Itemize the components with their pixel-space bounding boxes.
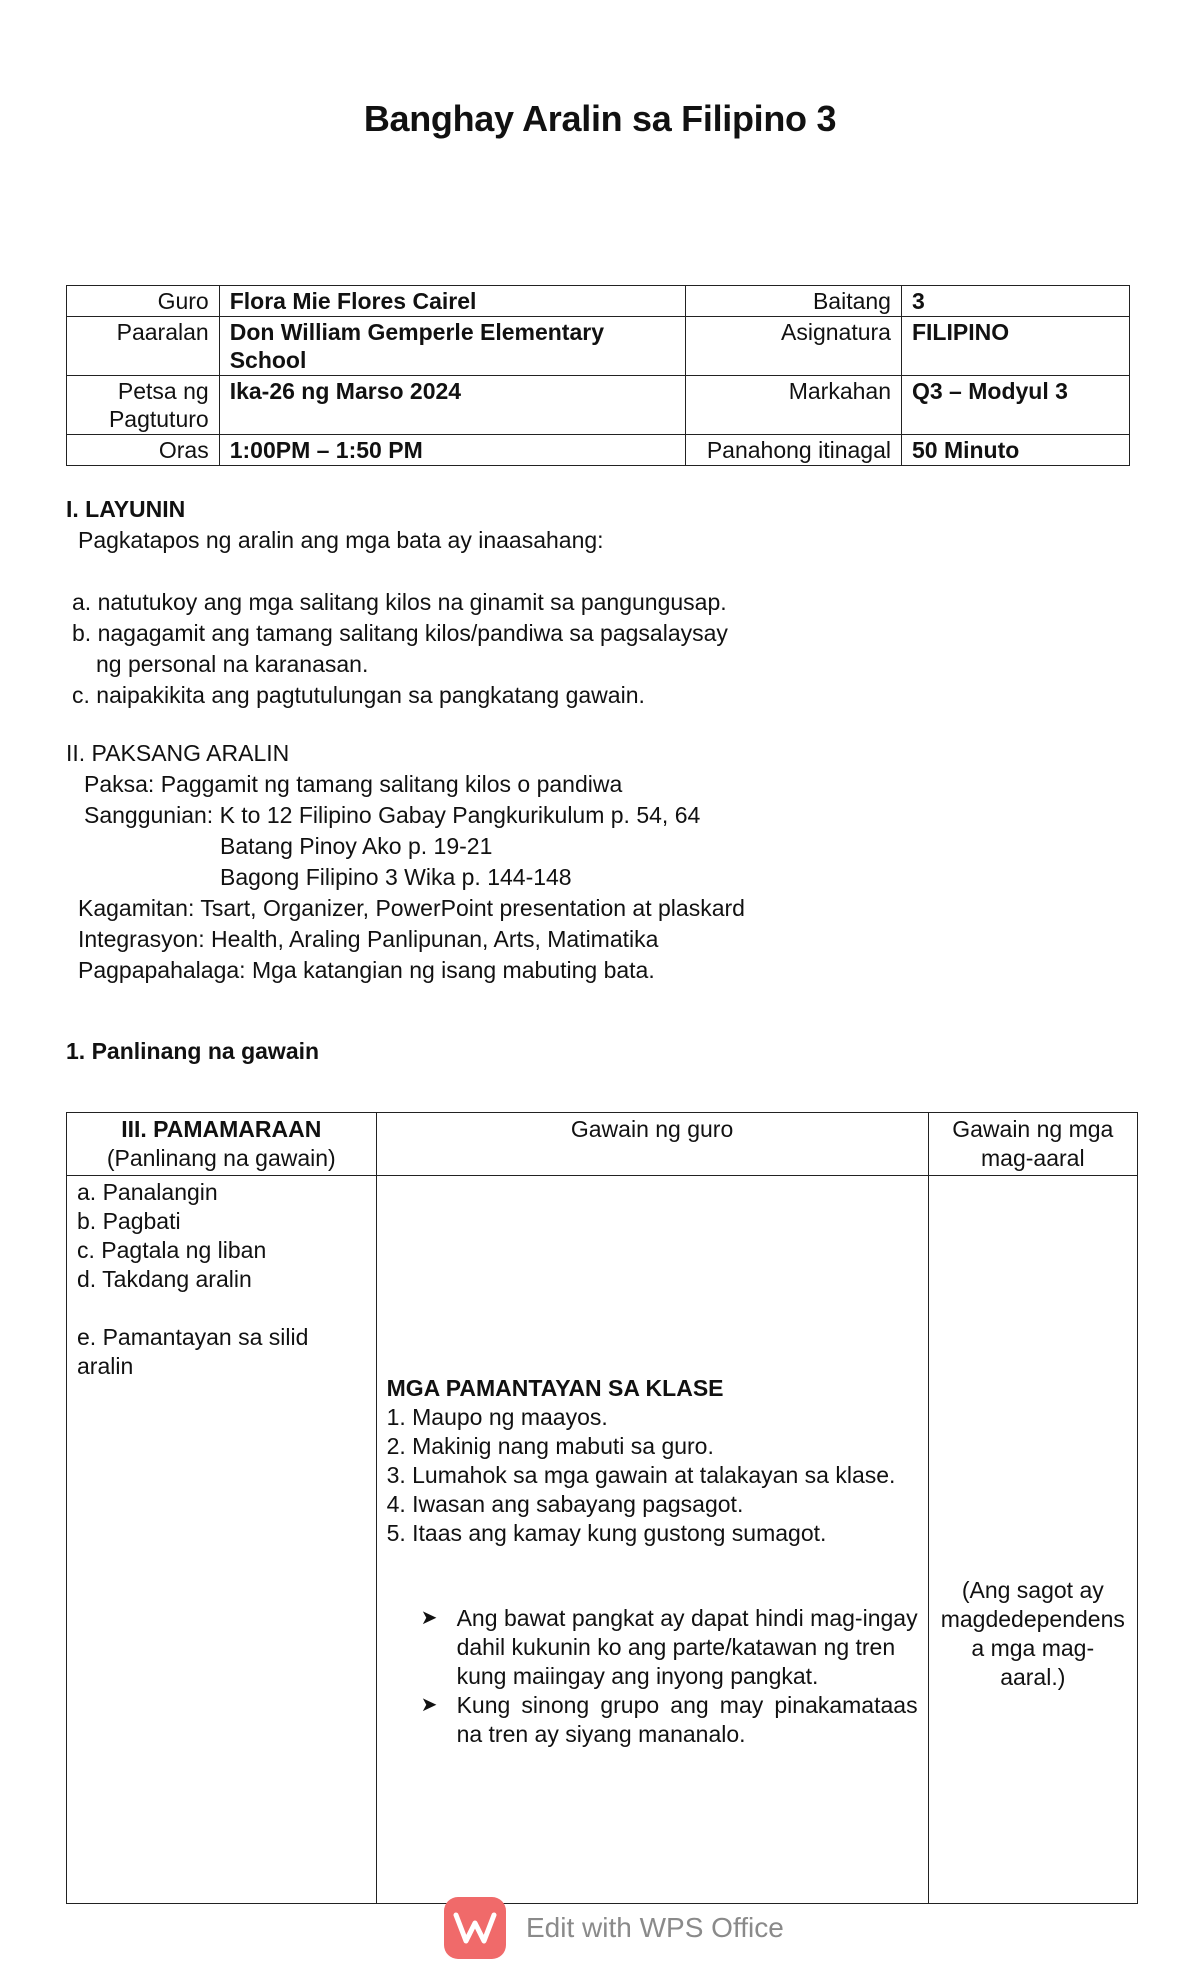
guro-value: Flora Mie Flores Cairel <box>219 286 685 317</box>
sanggunian-line-3: Bagong Filipino 3 Wika p. 144-148 <box>220 864 572 890</box>
answer-line: (Ang sagot ay <box>961 1577 1104 1603</box>
layunin-item-b-cont: ng personal na karanasan. <box>96 651 369 677</box>
method-header-row <box>67 1113 1138 1176</box>
step-item: c. Pagtala ng liban <box>77 1237 267 1263</box>
paksang-aralin-heading: II. PAKSANG ARALIN <box>66 740 290 766</box>
panahon-label: Panahong itinagal <box>685 435 901 466</box>
integrasyon-line: Integrasyon: Health, Araling Panlipunan, Arts, Matimatika <box>78 926 659 952</box>
pamamaraan-header <box>67 1113 377 1176</box>
gawain-mag-aaral-cell <box>928 1176 1137 1904</box>
petsa-value: Ika-26 ng Marso 2024 <box>219 376 685 435</box>
baitang-value: 3 <box>901 286 1129 317</box>
step-item: a. Panalangin <box>77 1179 218 1205</box>
rule-item: 3. Lumahok sa mga gawain at talakayan sa klase. <box>386 1462 896 1488</box>
info-row <box>67 435 1130 466</box>
wps-logo-icon <box>444 1897 506 1959</box>
arrow-bullet-icon: ➤ <box>420 1694 438 1716</box>
paksang-aralin-section <box>66 738 745 986</box>
answer-line: a mga mag- <box>971 1635 1095 1661</box>
rule-item: 4. Iwasan ang sabayang pagsagot. <box>386 1491 744 1517</box>
layunin-item-a: a. natutukoy ang mga salitang kilos na ginamit sa pangungusap. <box>72 589 727 615</box>
petsa-label <box>67 376 220 435</box>
rule-item: 5. Itaas ang kamay kung gustong sumagot. <box>386 1520 827 1546</box>
gawain-guro-header: Gawain ng guro <box>376 1113 928 1176</box>
layunin-item-c: c. naipakikita ang pagtutulungan sa pangkatang gawain. <box>72 682 645 708</box>
step-item: d. Takdang aralin <box>77 1266 252 1292</box>
rule-item: 2. Makinig nang mabuti sa guro. <box>386 1433 714 1459</box>
gawain-mag-aaral-header <box>928 1113 1137 1176</box>
bullet-item <box>421 1691 918 1749</box>
rules-title: MGA PAMANTAYAN SA KLASE <box>386 1375 724 1401</box>
watermark-text: Edit with WPS Office <box>526 1912 784 1943</box>
sanggunian-line: Sanggunian: K to 12 Filipino Gabay Pangkurikulum p. 54, 64 <box>84 802 701 828</box>
layunin-section <box>66 494 728 711</box>
pamamaraan-header-title: III. PAMAMARAAN <box>121 1116 322 1142</box>
wps-watermark[interactable] <box>444 1896 784 1960</box>
layunin-item-b: b. nagagamit ang tamang salitang kilos/pandiwa sa pagsalaysay <box>72 620 728 646</box>
info-row <box>67 317 1130 376</box>
answer-line: aaral.) <box>1000 1664 1066 1690</box>
pamamaraan-steps <box>67 1176 377 1904</box>
gawain-mag-aaral-header-1: Gawain ng mga <box>952 1116 1114 1142</box>
step-item: b. Pagbati <box>77 1208 181 1234</box>
markahan-value: Q3 – Modyul 3 <box>901 376 1129 435</box>
step-item-cont: aralin <box>77 1353 134 1379</box>
document-title: Banghay Aralin sa Filipino 3 <box>363 98 837 139</box>
info-table <box>66 285 1130 466</box>
method-table <box>66 1112 1138 1904</box>
asignatura-value: FILIPINO <box>901 317 1129 376</box>
bullet-text: Kung sinong grupo ang may pinakamataas na tren ay siyang mananalo. <box>456 1692 918 1747</box>
panahon-value: 50 Minuto <box>901 435 1129 466</box>
oras-value: 1:00PM – 1:50 PM <box>219 435 685 466</box>
oras-label: Oras <box>67 435 220 466</box>
gawain-mag-aaral-header-2: mag-aaral <box>981 1145 1085 1171</box>
pamamaraan-header-sub: (Panlinang na gawain) <box>106 1145 336 1171</box>
layunin-heading: I. LAYUNIN <box>66 496 186 522</box>
bullet-text-cont: kung maiingay ang inyong pangkat. <box>456 1663 819 1689</box>
sanggunian-line-2: Batang Pinoy Ako p. 19-21 <box>220 833 493 859</box>
guro-label: Guro <box>67 286 220 317</box>
info-row <box>67 286 1130 317</box>
step-item: e. Pamantayan sa silid <box>77 1324 309 1350</box>
paaralan-value: Don William Gemperle Elementary School <box>219 317 685 376</box>
pagpapahalaga-line: Pagpapahalaga: Mga katangian ng isang mabuting bata. <box>78 957 655 983</box>
petsa-label-line-2: Pagtuturo <box>108 406 209 432</box>
layunin-intro: Pagkatapos ng aralin ang mga bata ay inaasahang: <box>78 527 604 553</box>
panlinang-heading: 1. Panlinang na gawain <box>66 1038 320 1064</box>
rule-item: 1. Maupo ng maayos. <box>386 1404 608 1430</box>
answer-line: magdedependens <box>940 1606 1125 1632</box>
bullet-text: Ang bawat pangkat ay dapat hindi mag-ingay dahil kukunin ko ang parte/katawan ng tren <box>456 1605 918 1660</box>
petsa-label-line-1: Petsa ng <box>117 378 209 404</box>
gawain-guro-cell <box>376 1176 928 1904</box>
bullet-item <box>421 1604 918 1691</box>
info-row <box>67 376 1130 435</box>
paksa-line: Paksa: Paggamit ng tamang salitang kilos o pandiwa <box>84 771 623 797</box>
markahan-label: Markahan <box>685 376 901 435</box>
kagamitan-line: Kagamitan: Tsart, Organizer, PowerPoint presentation at plaskard <box>78 895 745 921</box>
method-body-row <box>67 1176 1138 1904</box>
arrow-bullet-icon: ➤ <box>420 1607 438 1629</box>
baitang-label: Baitang <box>685 286 901 317</box>
asignatura-label: Asignatura <box>685 317 901 376</box>
paaralan-label: Paaralan <box>67 317 220 376</box>
